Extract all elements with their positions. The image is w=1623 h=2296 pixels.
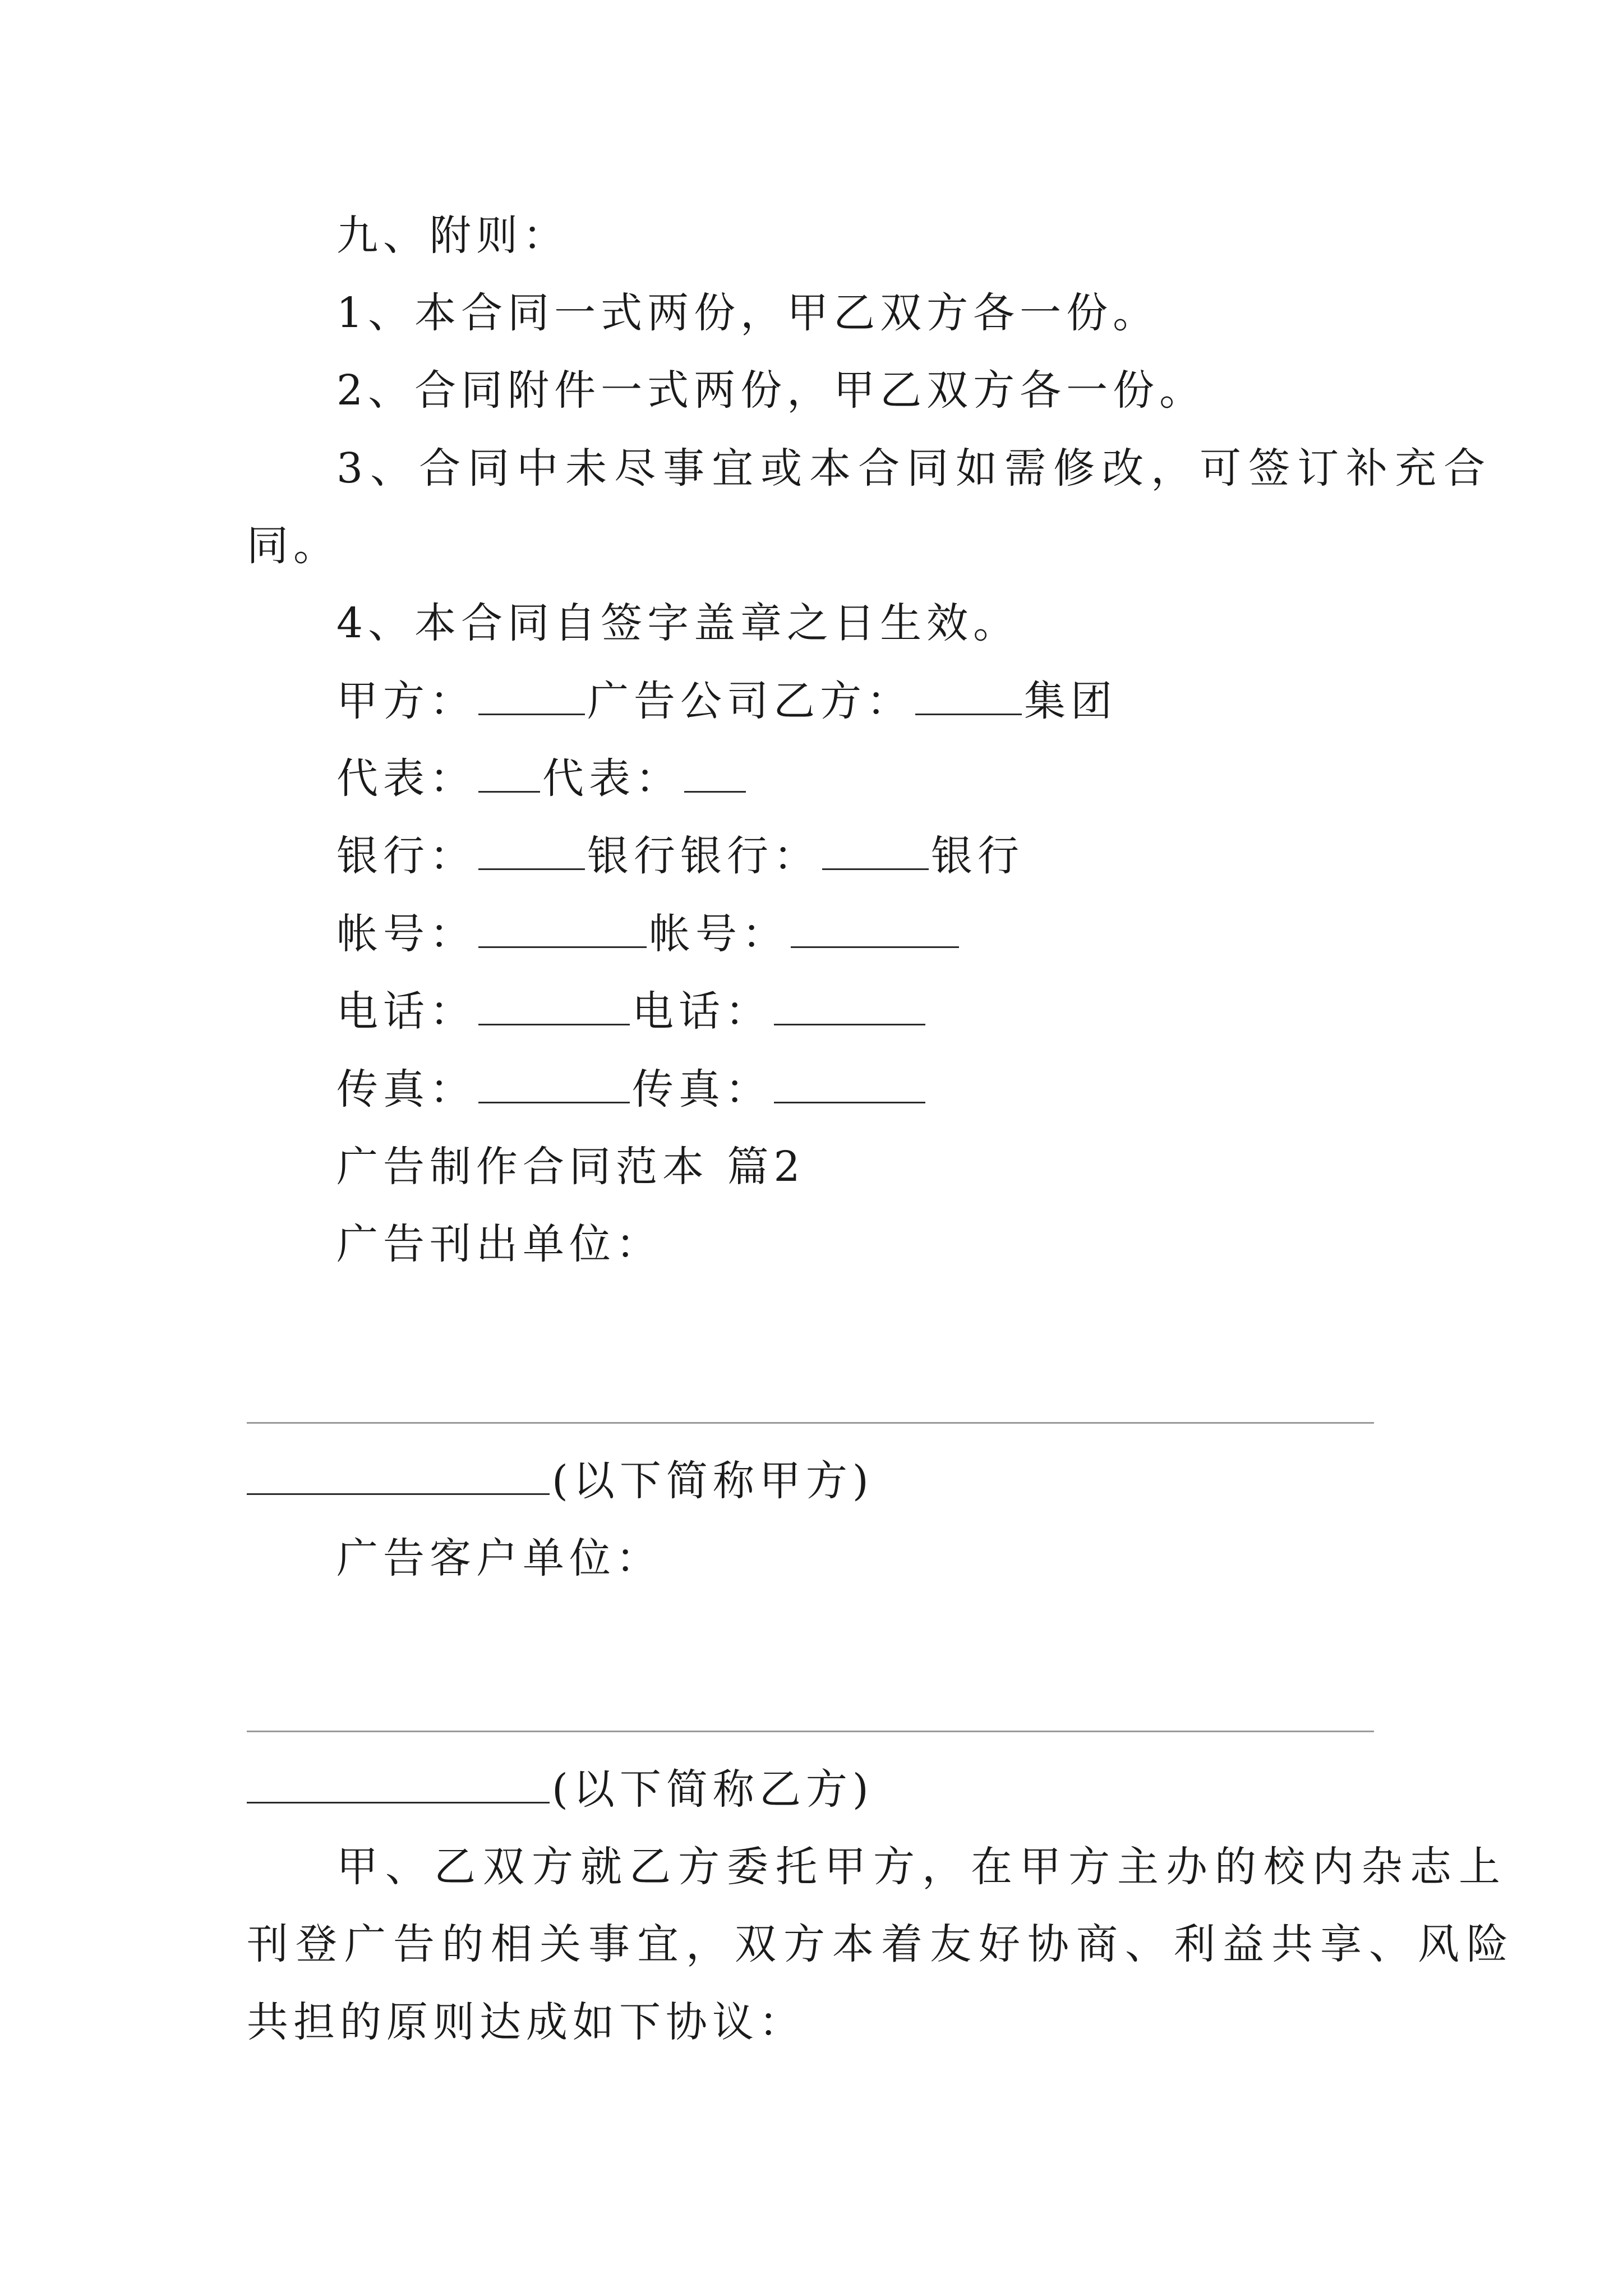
- phone-label-b: 电话：: [632, 987, 772, 1036]
- bank-label-a: 银行：: [336, 832, 476, 880]
- fax-a-blank: [478, 1067, 630, 1103]
- phone-a-blank: [478, 989, 630, 1025]
- client-abbrev: (以下简称乙方): [552, 1765, 874, 1814]
- rep-a-blank: [478, 756, 540, 793]
- client-fill-line: [247, 1731, 1374, 1732]
- publisher-fill-line: [247, 1422, 1374, 1424]
- rep-b-blank: [684, 756, 746, 793]
- publisher-abbrev: (以下简称甲方): [552, 1457, 874, 1505]
- signature-phone-row: [336, 983, 928, 1039]
- signature-account-row: [336, 906, 961, 962]
- client-name-blank: [247, 1767, 550, 1803]
- party-a-label: 甲方：: [336, 677, 476, 725]
- clause-4: 4、本合同自签字盖章之日生效。: [336, 599, 1020, 647]
- agreement-paragraph-line-2: 刊登广告的相关事宜，双方本着友好协商、利益共享、风险: [247, 1920, 1515, 1968]
- client-abbrev-row: [247, 1761, 874, 1818]
- bank-mid: 银行银行：: [587, 832, 820, 880]
- clause-3-continued: 同。: [247, 522, 340, 570]
- account-label-a: 帐号：: [336, 910, 476, 958]
- account-a-blank: [478, 912, 647, 948]
- section-title-part-2: 广告制作合同范本 篇2: [336, 1143, 805, 1191]
- client-unit-label: 广告客户单位：: [336, 1534, 662, 1582]
- section-heading-appendix: 九、附则：: [336, 211, 569, 260]
- fax-label-a: 传真：: [336, 1065, 476, 1114]
- publisher-abbrev-row: [247, 1453, 874, 1509]
- fax-label-b: 传真：: [632, 1065, 772, 1114]
- clause-2: 2、合同附件一式两份，甲乙双方各一份。: [336, 366, 1206, 415]
- agreement-paragraph-line-3: 共担的原则达成如下协议：: [247, 1998, 805, 2046]
- party-b-blank: [915, 679, 1022, 715]
- clause-1: 1、本合同一式两份，甲乙双方各一份。: [336, 289, 1160, 337]
- rep-label-b: 代表：: [542, 754, 682, 803]
- publisher-name-blank: [247, 1458, 550, 1495]
- clause-3: 3、合同中未尽事宜或本合同如需修改，可签订补充合: [336, 444, 1493, 493]
- rep-label-a: 代表：: [336, 754, 476, 803]
- phone-b-blank: [774, 989, 925, 1025]
- phone-label-a: 电话：: [336, 987, 476, 1036]
- bank-end: 银行: [931, 832, 1024, 880]
- signature-fax-row: [336, 1061, 928, 1117]
- bank-b-blank: [822, 834, 929, 870]
- account-label-b: 帐号：: [649, 910, 789, 958]
- signature-party-row: [336, 673, 1117, 729]
- signature-bank-row: [336, 828, 1024, 884]
- party-a-suffix: 广告公司乙方：: [587, 677, 913, 725]
- party-a-blank: [478, 679, 585, 715]
- publisher-unit-label: 广告刊出单位：: [336, 1220, 662, 1268]
- bank-a-blank: [478, 834, 585, 870]
- account-b-blank: [791, 912, 959, 948]
- fax-b-blank: [774, 1067, 925, 1103]
- party-b-suffix: 集团: [1024, 677, 1117, 725]
- signature-representative-row: [336, 751, 748, 807]
- agreement-paragraph-line-1: 甲、乙双方就乙方委托甲方，在甲方主办的校内杂志上: [336, 1843, 1507, 1891]
